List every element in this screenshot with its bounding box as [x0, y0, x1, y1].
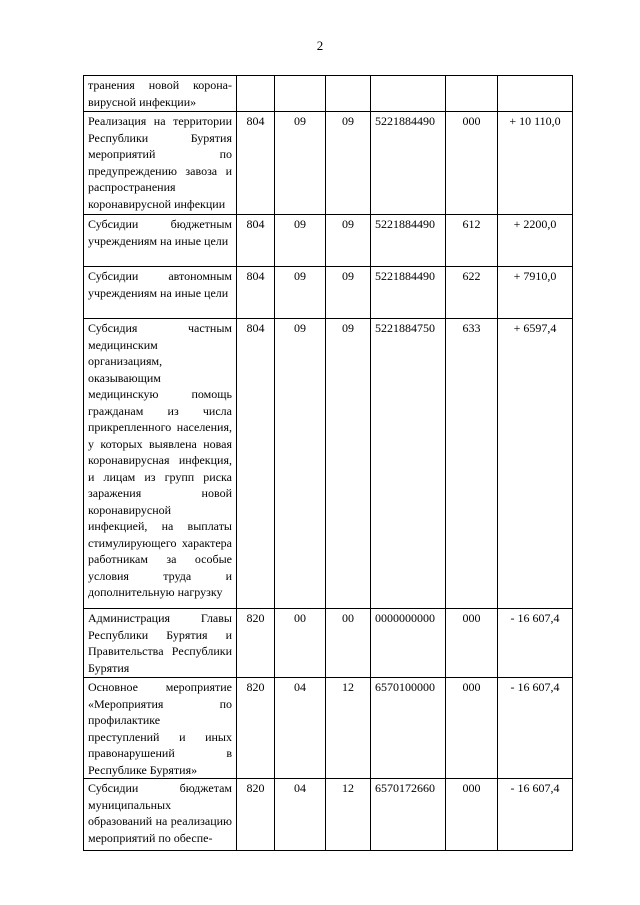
table-row: [84, 319, 573, 609]
page-number: 2: [316, 38, 324, 53]
table-row: [84, 112, 573, 215]
table-row: [84, 267, 573, 319]
department-code-cell: 820: [237, 779, 275, 851]
department-code-cell: [237, 76, 275, 112]
department-code-cell: 820: [237, 609, 275, 678]
target-article-cell: 6570172660: [371, 779, 446, 851]
row-name-cell: Реализация на территории Республики Бурятия мероприятий по предупреждению завоза и распространения коронавирусной инфекции: [84, 112, 237, 215]
amount-cell: + 2200,0: [498, 215, 573, 267]
amount-cell: [498, 76, 573, 112]
target-article-cell: 5221884490: [371, 112, 446, 215]
row-name-cell: Субсидии автономным учреждениям на иные цели: [84, 267, 237, 319]
department-code-cell: 804: [237, 112, 275, 215]
amount-cell: - 16 607,4: [498, 678, 573, 779]
subsection-code-cell: 09: [326, 319, 371, 609]
expense-type-cell: [446, 76, 498, 112]
section-code-cell: 04: [275, 779, 326, 851]
subsection-code-cell: 09: [326, 112, 371, 215]
section-code-cell: 09: [275, 215, 326, 267]
subsection-code-cell: 12: [326, 779, 371, 851]
department-code-cell: 820: [237, 678, 275, 779]
subsection-code-cell: 00: [326, 609, 371, 678]
expense-type-cell: 000: [446, 609, 498, 678]
department-code-cell: 804: [237, 215, 275, 267]
amount-cell: - 16 607,4: [498, 609, 573, 678]
section-code-cell: 09: [275, 267, 326, 319]
table-row: [84, 678, 573, 779]
target-article-cell: 5221884490: [371, 267, 446, 319]
target-article-cell: 5221884750: [371, 319, 446, 609]
budget-table: [83, 75, 573, 851]
expense-type-cell: 000: [446, 678, 498, 779]
subsection-code-cell: [326, 76, 371, 112]
target-article-cell: 6570100000: [371, 678, 446, 779]
target-article-cell: 0000000000: [371, 609, 446, 678]
section-code-cell: 09: [275, 319, 326, 609]
section-code-cell: [275, 76, 326, 112]
expense-type-cell: 000: [446, 779, 498, 851]
row-name-cell: транения новой корона-вирусной инфекции»: [84, 76, 237, 112]
target-article-cell: [371, 76, 446, 112]
table-row: [84, 76, 573, 112]
subsection-code-cell: 12: [326, 678, 371, 779]
amount-cell: + 7910,0: [498, 267, 573, 319]
row-name-cell: Субсидии бюджетным учреждениям на иные цели: [84, 215, 237, 267]
row-name-cell: Субсидия частным медицинским организациям, оказывающим медицинскую помощь гражданам из числа прикрепленного населения, у которых выявлена новая коронавирусная инфекция, и лицам из групп риска заражения новой коронавирусной инфекцией, на выплаты стимулирующего характера работникам за особые условия труда и дополнительную нагрузку: [84, 319, 237, 609]
row-name-cell: Основное мероприятие «Мероприятия по профилактике преступлений и иных правонарушений в Республике Бурятия»: [84, 678, 237, 779]
target-article-cell: 5221884490: [371, 215, 446, 267]
row-name-cell: Администрация Главы Республики Бурятия и Правительства Республики Бурятия: [84, 609, 237, 678]
row-name-cell: Субсидии бюджетам муниципальных образований на реализацию мероприятий по обеспе-: [84, 779, 237, 851]
section-code-cell: 09: [275, 112, 326, 215]
department-code-cell: 804: [237, 319, 275, 609]
section-code-cell: 04: [275, 678, 326, 779]
amount-cell: + 10 110,0: [498, 112, 573, 215]
table-row: [84, 609, 573, 678]
table-row: [84, 215, 573, 267]
department-code-cell: 804: [237, 267, 275, 319]
subsection-code-cell: 09: [326, 215, 371, 267]
table-row: [84, 779, 573, 851]
expense-type-cell: 633: [446, 319, 498, 609]
subsection-code-cell: 09: [326, 267, 371, 319]
amount-cell: + 6597,4: [498, 319, 573, 609]
section-code-cell: 00: [275, 609, 326, 678]
expense-type-cell: 622: [446, 267, 498, 319]
expense-type-cell: 000: [446, 112, 498, 215]
amount-cell: - 16 607,4: [498, 779, 573, 851]
expense-type-cell: 612: [446, 215, 498, 267]
